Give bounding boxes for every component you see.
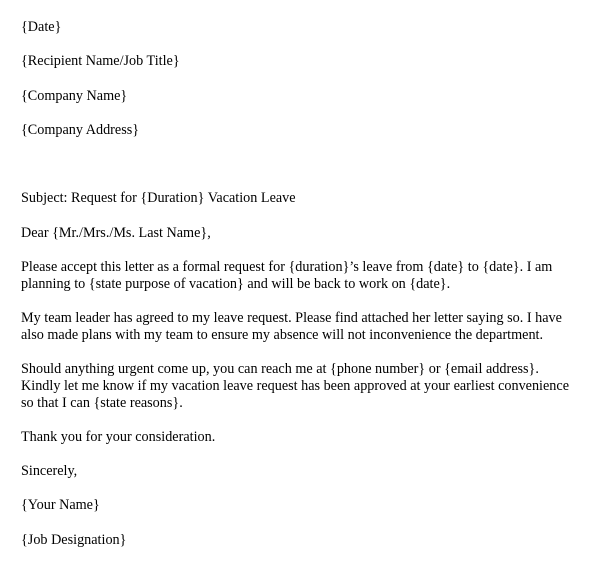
signature-name: {Your Name} [21, 497, 100, 513]
salutation: Dear {Mr./Mrs./Ms. Last Name}, [21, 225, 211, 241]
date-line: {Date} [21, 19, 62, 35]
body-paragraph-2 [21, 310, 562, 344]
paragraph-line: Kindly let me know if my vacation leave request has been approved at your earliest convenience [21, 378, 569, 394]
company-address-line: {Company Address} [21, 122, 140, 138]
paragraph-line: Please accept this letter as a formal request for {duration}’s leave from {date} to {date}. I am [21, 259, 553, 275]
paragraph-line: so that I can {state reasons}. [21, 395, 183, 411]
paragraph-line: Should anything urgent come up, you can reach me at {phone number} or {email address}. [21, 361, 539, 377]
paragraph-line: also made plans with my team to ensure my absence will not inconvenience the department. [21, 327, 544, 343]
body-paragraph-3 [21, 361, 569, 412]
closing-line: Sincerely, [21, 463, 78, 479]
body-paragraph-1 [21, 259, 552, 293]
company-name-line: {Company Name} [21, 88, 128, 104]
subject-line: Subject: Request for {Duration} Vacation Leave [21, 190, 296, 206]
recipient-line: {Recipient Name/Job Title} [21, 53, 180, 69]
paragraph-line: planning to {state purpose of vacation} and will be back to work on {date}. [21, 276, 451, 292]
thanks-line: Thank you for your consideration. [21, 429, 216, 445]
paragraph-line: My team leader has agreed to my leave request. Please find attached her letter saying so. I have [21, 310, 562, 326]
signature-title: {Job Designation} [21, 532, 127, 548]
